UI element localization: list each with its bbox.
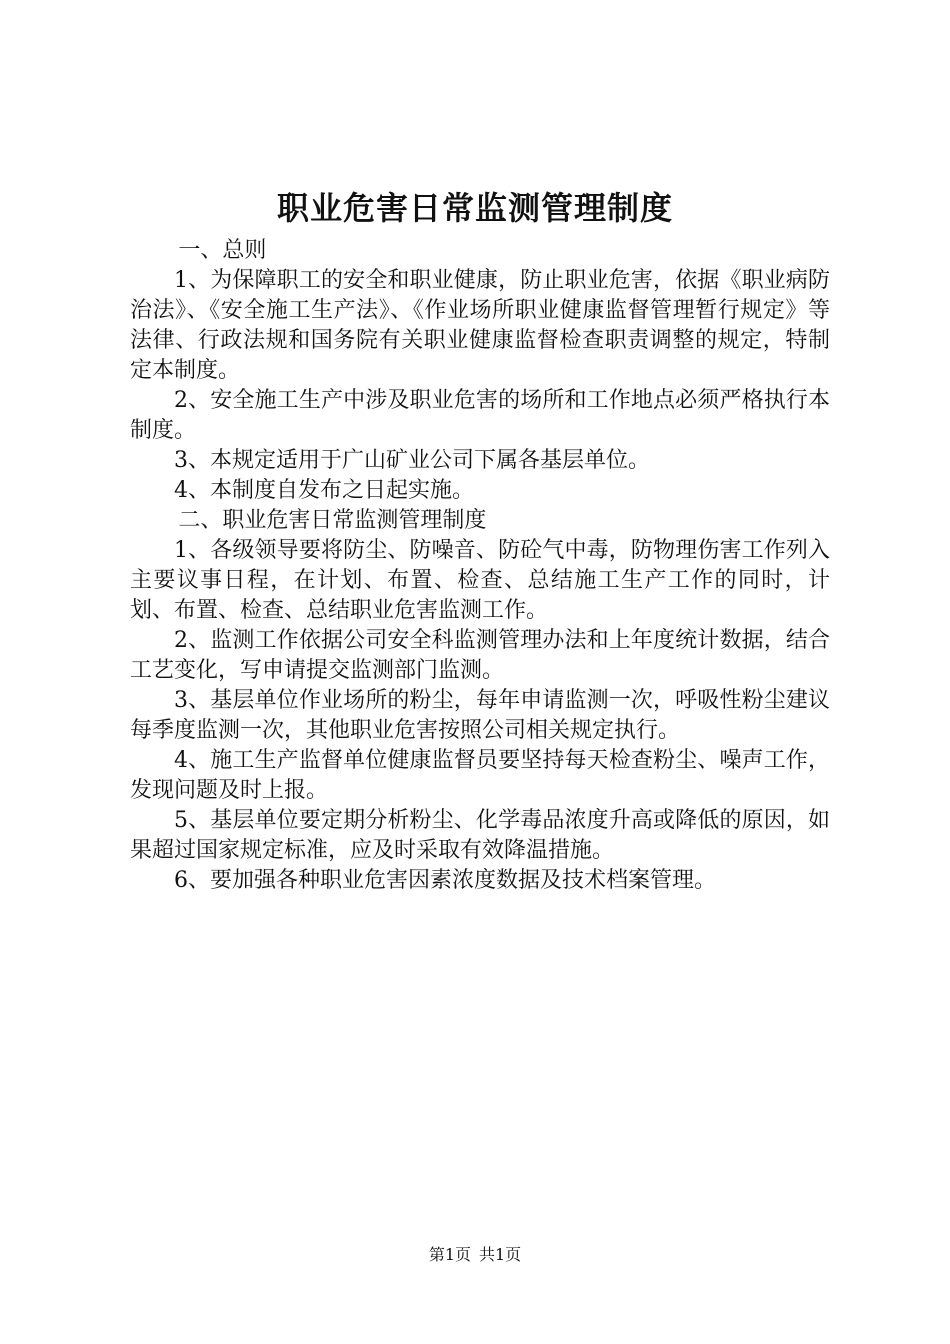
paragraph-general-3: 3、本规定适用于广山矿业公司下属各基层单位。 — [174, 448, 650, 473]
page-number: 第1页 — [428, 1245, 471, 1264]
paragraph-monitoring-6: 6、要加强各种职业危害因素浓度数据及技术档案管理。 — [174, 868, 716, 893]
paragraph-monitoring-3: 3、基层单位作业场所的粉尘，每年申请监测一次，呼吸性粉尘建议每季度监测一次，其他职业危害按照公司相关规定执行。 — [130, 688, 830, 743]
paragraph-monitoring-5: 5、基层单位要定期分析粉尘、化学毒品浓度升高或降低的原因，如果超过国家规定标准，应及时采取有效降温措施。 — [130, 808, 830, 863]
document-body — [130, 236, 830, 896]
section-heading-monitoring: 二、职业危害日常监测管理制度 — [178, 508, 487, 533]
page-title: 职业危害日常监测管理制度 — [276, 189, 673, 227]
paragraph-monitoring-2: 2、监测工作依据公司安全科监测管理办法和上年度统计数据，结合工艺变化，写申请提交监测部门监测。 — [130, 628, 830, 683]
paragraph-general-4: 4、本制度自发布之日起实施。 — [174, 478, 474, 503]
page-footer — [0, 1244, 950, 1266]
paragraph-general-1: 1、为保障职工的安全和职业健康，防止职业危害，依据《职业病防治法》、《安全施工生产法》、《作业场所职业健康监督管理暂行规定》等法律、行政法规和国务院有关职业健康监督检查职责调整的规定，特制定本制度。 — [130, 268, 830, 383]
section-heading-general: 一、总则 — [178, 238, 267, 263]
paragraph-general-2: 2、安全施工生产中涉及职业危害的场所和工作地点必须严格执行本制度。 — [130, 388, 830, 443]
paragraph-monitoring-1: 1、各级领导要将防尘、防噪音、防砼气中毒，防物理伤害工作列入主要议事日程，在计划、布置、检查、总结施工生产工作的同时，计划、布置、检查、总结职业危害监测工作。 — [130, 538, 830, 623]
paragraph-monitoring-4: 4、施工生产监督单位健康监督员要坚持每天检查粉尘、噪声工作，发现问题及时上报。 — [130, 748, 830, 803]
page-total: 共1页 — [479, 1245, 522, 1264]
